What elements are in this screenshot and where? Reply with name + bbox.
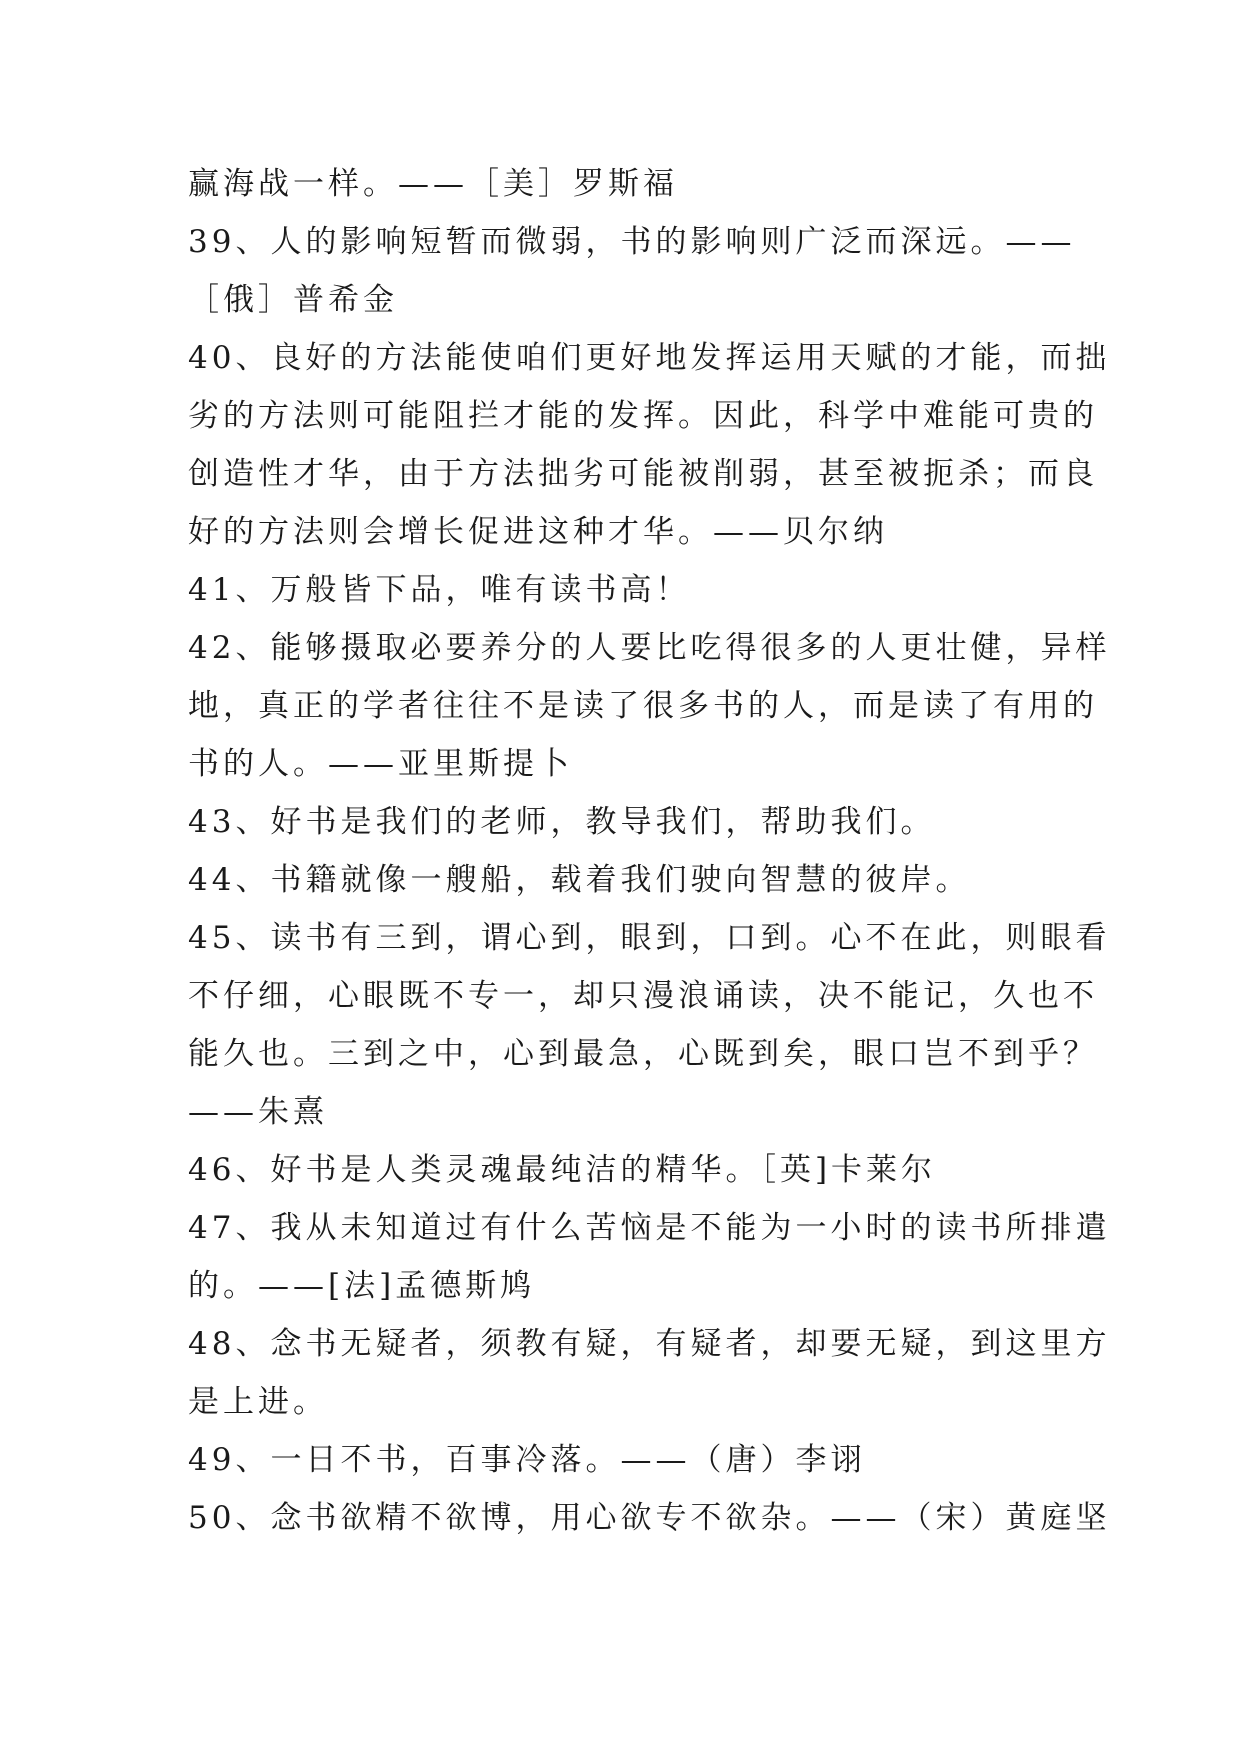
text-line: 46、好书是人类灵魂最纯洁的精华。［英]卡莱尔 <box>188 1152 937 1188</box>
text-line: 45、读书有三到，谓心到，眼到，口到。心不在此，则眼看 <box>188 920 1111 956</box>
text-line: 48、念书无疑者，须教有疑，有疑者，却要无疑，到这里方 <box>188 1326 1111 1362</box>
document-body <box>188 155 1111 1547</box>
text-line: ——朱熹 <box>188 1094 328 1130</box>
text-line: 好的方法则会增长促进这种才华。——贝尔纳 <box>188 514 888 550</box>
text-line: 创造性才华，由于方法拙劣可能被削弱，甚至被扼杀；而良 <box>188 456 1098 492</box>
text-line: 39、人的影响短暂而微弱，书的影响则广泛而深远。—— <box>188 224 1076 260</box>
text-line: ［俄］普希金 <box>188 282 398 318</box>
text-line: 43、好书是我们的老师，教导我们，帮助我们。 <box>188 804 936 840</box>
text-line: 是上进。 <box>188 1384 328 1420</box>
text-line: 地，真正的学者往往不是读了很多书的人，而是读了有用的 <box>188 688 1098 724</box>
text-line: 50、念书欲精不欲博，用心欲专不欲杂。——（宋）黄庭坚 <box>188 1500 1111 1536</box>
text-line: 42、能够摄取必要养分的人要比吃得很多的人更壮健，异样 <box>188 630 1111 666</box>
text-line: 49、一日不书，百事冷落。——（唐）李诩 <box>188 1442 866 1478</box>
text-line: 不仔细，心眼既不专一，却只漫浪诵读，决不能记，久也不 <box>188 978 1098 1014</box>
text-line: 赢海战一样。——［美］罗斯福 <box>188 166 678 202</box>
text-line: 40、良好的方法能使咱们更好地发挥运用天赋的才能，而拙 <box>188 340 1111 376</box>
text-line: 41、万般皆下品，唯有读书高！ <box>188 572 691 608</box>
text-line: 劣的方法则可能阻拦才能的发挥。因此，科学中难能可贵的 <box>188 398 1098 434</box>
text-line: 的。——[法]孟德斯鸠 <box>188 1268 536 1304</box>
text-line: 能久也。三到之中，心到最急，心既到矣，眼口岂不到乎？ <box>188 1036 1098 1072</box>
text-line: 44、书籍就像一艘船，载着我们驶向智慧的彼岸。 <box>188 862 971 898</box>
text-line: 47、我从未知道过有什么苦恼是不能为一小时的读书所排遣 <box>188 1210 1111 1246</box>
text-line: 书的人。——亚里斯提卜 <box>188 746 573 782</box>
